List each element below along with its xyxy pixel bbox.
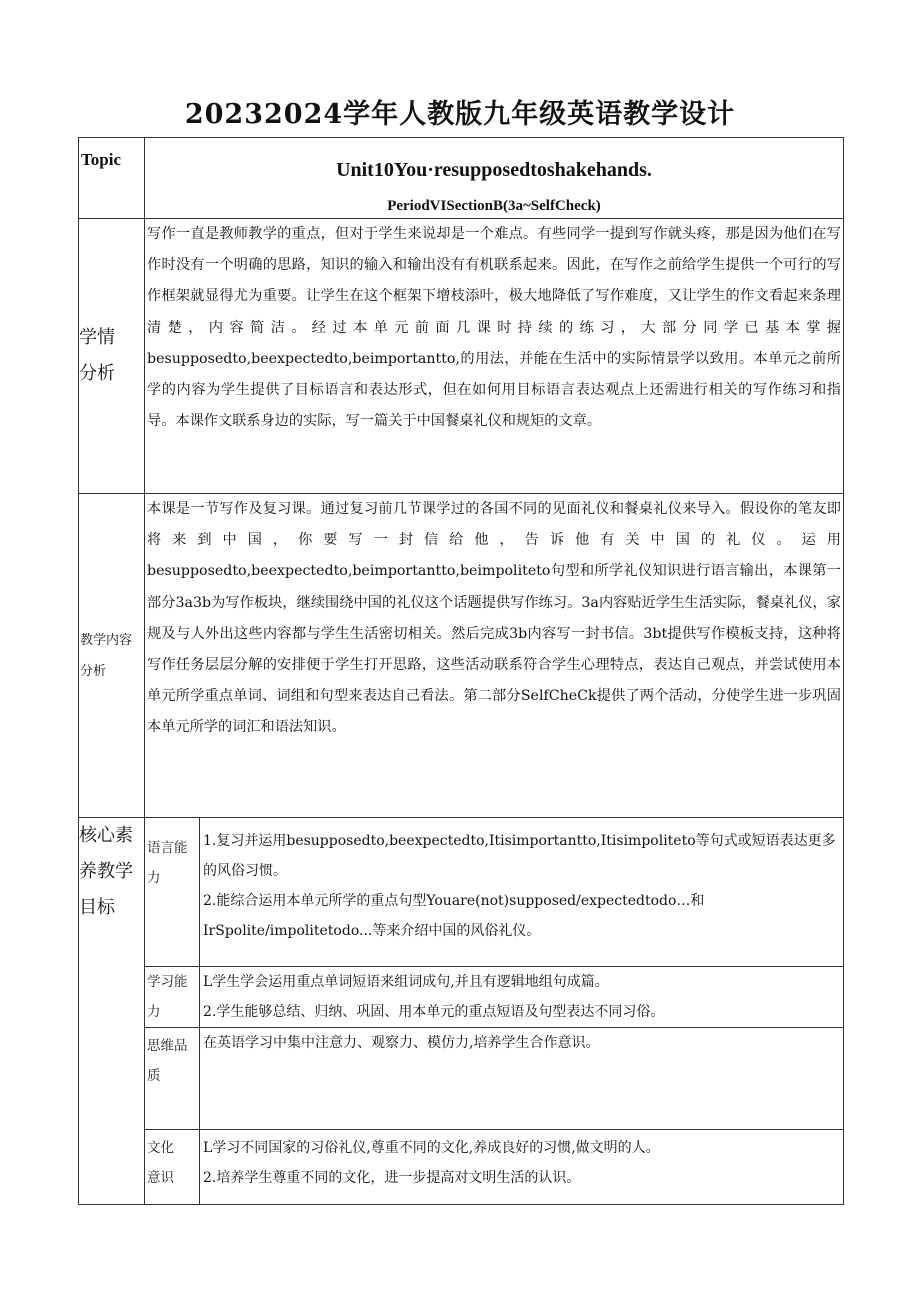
thinking-goal-1: 在英语学习中集中注意力、观察力、模仿力,培养学生合作意识。: [203, 1035, 600, 1051]
topic-content-cell: [145, 138, 844, 219]
learning-label-line1: 学习能: [147, 974, 188, 990]
content-analysis-text-cell: [145, 494, 844, 818]
learning-goal-1: L学生学会运用重点单词短语来组词成句,并且有逻辑地组句成篇。: [203, 974, 609, 990]
goal-culture-row: [79, 1130, 844, 1205]
learning-label-line2: 力: [147, 1004, 161, 1020]
topic-label: Topic: [81, 150, 122, 169]
period-title: PeriodVISectionB(3a~SelfCheck): [387, 198, 601, 214]
culture-goals-cell: [200, 1130, 844, 1205]
thinking-label-line1: 思维品: [147, 1038, 188, 1054]
thinking-goals-cell: [200, 1028, 844, 1130]
content-analysis-label-line1: 教学内容: [80, 632, 133, 648]
student-analysis-label-line2: 分析: [79, 363, 115, 384]
student-analysis-text: 写作一直是教师教学的重点，但对于学生来说却是一个难点。有些同学一提到写作就头疼，那是因为他们在写作时没有一个明确的思路，知识的输入和输出没有有机联系起来。因此，在写作之前给学生提供一个可行的写作框架就显得尤为重要。让学生在这个框架下增枝添叶，极大地降低了写作难度，又让学生的作文看起来条理清楚，内容简洁。经过本单元前面几课时持续的练习，大部分同学已基本掌握besupposedto,beexpectedto,beimportantto,的用法，并能在生活中的实际情景学以致用。本单元之前所学的内容为学生提供了目标语言和表达形式，但在如何用目标语言表达观点上还需进行相关的写作练习和指导。本课作文联系身边的实际，写一篇关于中国餐桌礼仪和规矩的文章。: [147, 226, 841, 430]
language-goals-cell: [200, 818, 844, 967]
content-analysis-label-line2: 分析: [80, 663, 107, 679]
unit-title: Unit10You·resupposedtoshakehands.: [336, 159, 652, 181]
language-goal-2b: IrSpolite/impolitetodo...等来介绍中国的风俗礼仪。: [203, 923, 541, 939]
learning-goal-2: 2.学生能够总结、归纳、巩固、用本单元的重点短语及句型表达不同习俗。: [203, 1004, 665, 1020]
culture-goal-2: 2.培养学生尊重不同的文化，进一步提高对文明生活的认识。: [203, 1170, 581, 1186]
topic-label-cell: [79, 138, 145, 219]
content-analysis-label-cell: [79, 494, 145, 818]
topic-row: [79, 138, 844, 219]
culture-label-cell: [145, 1130, 200, 1205]
goals-label-line3: 目标: [79, 897, 115, 918]
culture-label-line2: 意识: [147, 1170, 174, 1186]
thinking-label-line2: 质: [147, 1068, 161, 1084]
language-goal-1: 1.复习并运用besupposedto,beexpectedto,Itisimportantto,Itisimpoliteto等句式或短语表达更多的风俗习惯。: [203, 833, 836, 879]
learning-goals-cell: [200, 967, 844, 1028]
content-analysis-text: 本课是一节写作及复习课。通过复习前几节课学过的各国不同的见面礼仪和餐桌礼仪来导入。假设你的笔友即将来到中国，你要写一封信给他，告诉他有关中国的礼仪。运用besupposedto,beexpectedto,beimportantto,beimpoliteto句型和所学礼仪知识进行语言输出，本课第一部分3a3b为写作板块，继续围绕中国的礼仪这个话题提供写作练习。3a内容贴近学生生活实际，餐桌礼仪，家规及与人外出这些内容都与学生生活密切相关。然后完成3b内容写一封书信。3bt提供写作模板支持，这种将写作任务层层分解的安排便于学生打开思路，这些活动联系符合学生心理特点，表达自己观点，并尝试使用本单元所学重点单词、词组和句型来表达自己看法。第二部分SelfCheCk提供了两个活动，分使学生进一步巩固本单元所学的词汇和语法知识。: [147, 501, 841, 736]
culture-label-line1: 文化: [147, 1140, 174, 1156]
language-goal-2a: 2.能综合运用本单元所学的重点句型Youare(not)supposed/expectedtodo…和: [203, 893, 705, 909]
lesson-plan-table: [78, 137, 844, 1205]
goal-learning-row: [79, 967, 844, 1028]
goals-label-line2: 养教学: [79, 861, 133, 882]
document-title: 20232024学年人教版九年级英语教学设计: [184, 99, 736, 130]
culture-goal-1: L学习不同国家的习俗礼仪,尊重不同的文化,养成良好的习惯,做文明的人。: [203, 1140, 660, 1156]
language-label-line2: 力: [147, 870, 161, 886]
language-label-line1: 语言能: [147, 840, 188, 856]
student-analysis-row: [79, 219, 844, 494]
language-label-cell: [145, 818, 200, 967]
content-analysis-row: [79, 494, 844, 818]
goal-thinking-row: [79, 1028, 844, 1130]
student-analysis-label-line1: 学情: [79, 327, 115, 348]
goals-label-cell: [79, 818, 145, 1205]
goal-language-row: [79, 818, 844, 967]
student-analysis-text-cell: [145, 219, 844, 494]
thinking-label-cell: [145, 1028, 200, 1130]
learning-label-cell: [145, 967, 200, 1028]
goals-label-line1: 核心素: [79, 825, 133, 846]
student-analysis-label-cell: [79, 219, 145, 494]
